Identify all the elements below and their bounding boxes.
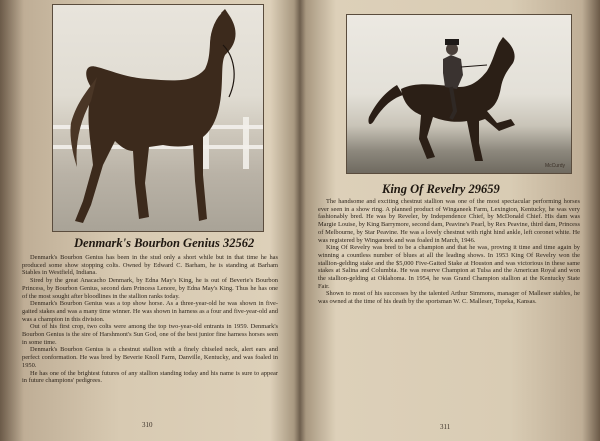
photo-credit: McCurdy [544,163,565,169]
paragraph: He has one of the brightest futures of any stallion standing today and his name is sure to appear in future champions' pedigrees. [22,369,278,385]
paragraph: King Of Revelry was bred to be a champion and that he was, proving it time and time again by winning a countless number of blues at all the leading shows. In 1953 King Of Revelry won the stallion-gelding stake and the $5,000 Five-Gaited Stake at Houston and was victorious in these same stakes at Salina and Columbia. He was reserve Champion at Tulsa and the American Royal and won the stallion-gelding at Oklahoma. In 1954, he was Grand Champion stallion at the Kentucky State Fair. [318,244,580,290]
horse-description [318,198,580,306]
right-page [302,0,600,441]
page-number: 310 [142,421,153,429]
paragraph: Denmark's Bourbon Genius is a chestnut stallion with a finely chiseled neck, alert ears and perfect conformation. He was bred by Beverie Knoll Farm, Danville, Kentucky, and was foaled in 1950. [22,346,278,369]
paragraph: The handsome and exciting chestnut stallion was one of the most spectacular performing horses ever seen in a show ring. A planned product of Winganeek Farm, Lexington, Kentucky, he was very fashionably bred. He was by Reveler, by Independence Chief, by McDonald Chief. His dam was Margie Louise, by King Barrymore, second dam, Peavine's Pearl, by Rex Peavine, third dam, Princess of Melbourne, by Star Peavine. He was a lovely chestnut with right hind ankle, left coronet white. He was registered by Winganeek and was foaled in March, 1946. [318,198,580,244]
riding-horse-illustration [347,15,571,173]
horse-name-title: Denmark's Bourbon Genius 32562 [74,236,255,250]
standing-horse-illustration [53,5,263,231]
horse-description [22,254,278,385]
paragraph: Denmark's Bourbon Genius was a top show horse. As a three-year-old he was shown in five-gaited stakes and was a many time winner. He was shown in harness as a four and five-year-old and was a champion in this division. [22,300,278,323]
paragraph: Shown to most of his successes by the talented Arthur Simmons, manager of Malleser stables, he was owned at the time of his death by the sportsman W. C. Malleser, Topeka, Kansas. [318,290,580,306]
paragraph: Out of his first crop, two colts were among the top two-year-old entrants in 1959. Denmark's Bourbon Genius is the sire of Harshmont's Sun God, one of the best junior fine harness horses seen in some time. [22,323,278,346]
left-page [0,0,298,441]
horse-name-title: King Of Revelry 29659 [382,182,500,196]
paragraph: Sired by the great Anacacho Denmark, by Edna May's King, he is out of Beverie's Bourbon Princess, by Bourbon Genius, second dam Princess Lenore, by Edna May's King. Thus he has one of the most sought after bloodlines in the stallion ranks today. [22,277,278,300]
page-number: 311 [440,423,451,431]
paragraph: Denmark's Bourbon Genius has been in the stud only a short while but in that time he has produced some show stopping colts. Owned by Edward C. Barham, he is standing at Barham Stables in Westfield, Indiana. [22,254,278,277]
horse-photo-left [52,4,264,232]
horse-photo-right [346,14,572,174]
